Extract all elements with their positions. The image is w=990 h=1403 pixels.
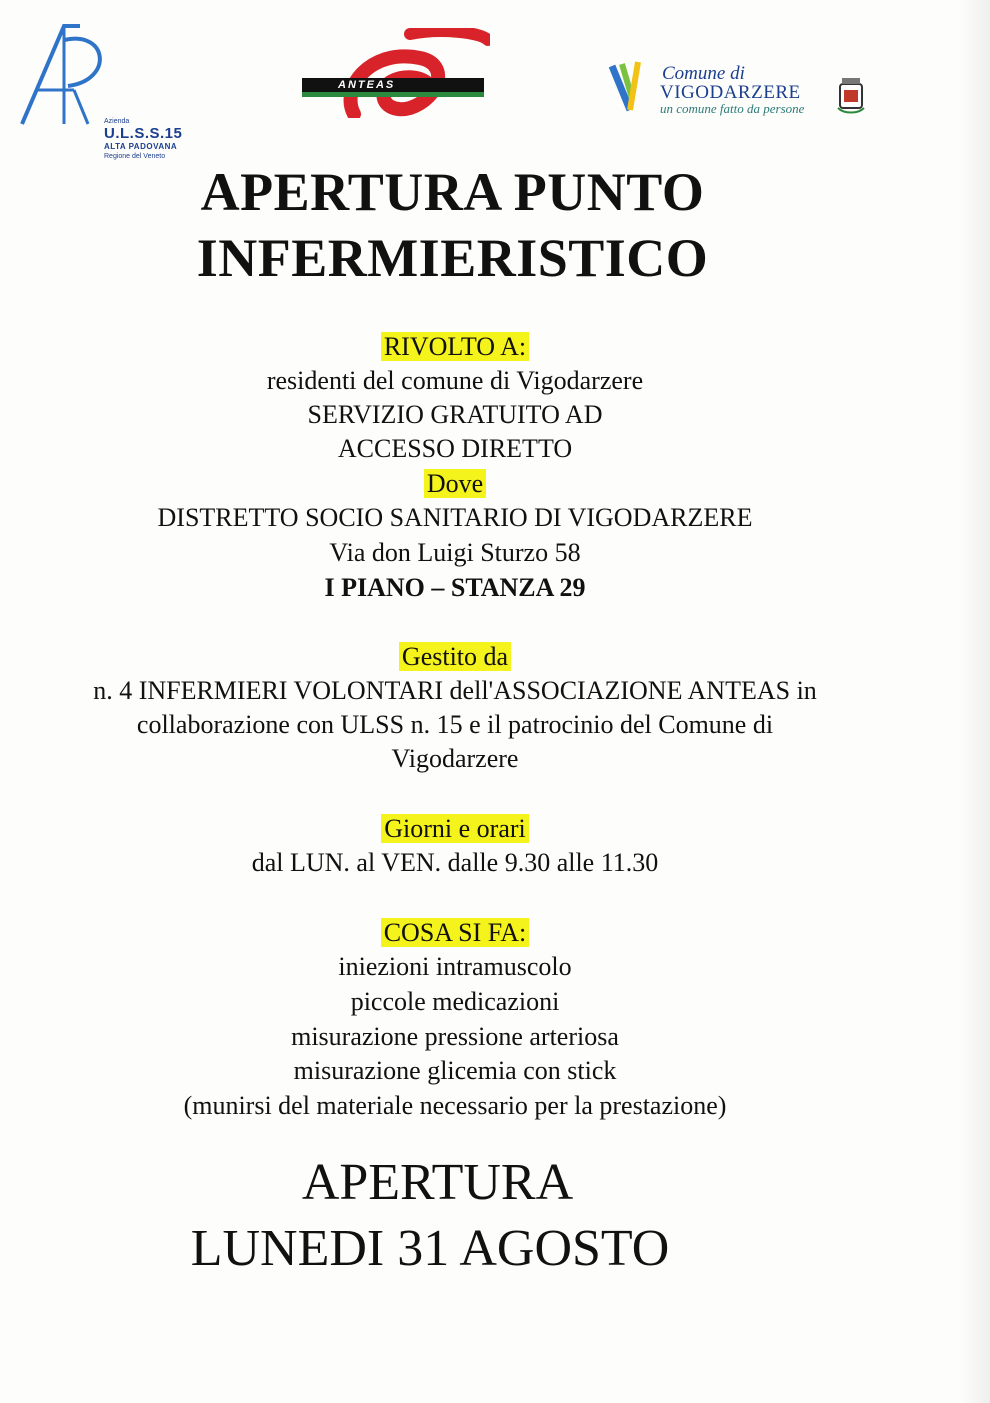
anteas-logo [300, 28, 490, 118]
ulss-text-block [104, 118, 182, 160]
comune-tagline: un comune fatto da persone [660, 101, 805, 116]
anteas-green-band [302, 92, 484, 97]
headline-line-1: APERTURA PUNTO [200, 162, 705, 222]
orari-heading-row [0, 812, 910, 846]
servizi-note: (munirsi del materiale necessario per la prestazione) [183, 1091, 727, 1120]
servizi-item: misurazione glicemia con stick [293, 1056, 617, 1085]
opening-line-2: LUNEDI 31 AGOSTO [190, 1220, 670, 1277]
rivolto-heading: RIVOLTO A: [381, 332, 529, 361]
dove-line: DISTRETTO SOCIO SANITARIO DI VIGODARZERE [157, 503, 753, 532]
ulss-ap-mark-icon [18, 20, 128, 130]
comune-logo [608, 58, 878, 128]
dove-heading: Dove [424, 469, 486, 498]
comune-coat-of-arms-icon [836, 78, 866, 114]
ulss-logo [18, 20, 218, 160]
orari-line: dal LUN. al VEN. dalle 9.30 alle 11.30 [251, 848, 659, 877]
comune-di: Comune di [662, 63, 745, 84]
scan-edge-shadow [960, 0, 990, 1403]
servizi-heading-row [0, 916, 910, 950]
ulss-region: Regione del Veneto [104, 153, 166, 160]
ulss-subtitle: ALTA PADOVANA [104, 142, 178, 151]
gestito-line: Vigodarzere [391, 744, 519, 773]
ulss-azienda: Azienda [104, 118, 130, 125]
gestito-heading: Gestito da [399, 642, 511, 671]
servizi-heading: COSA SI FA: [381, 918, 530, 947]
gestito-heading-row [0, 640, 910, 674]
rivolto-line: ACCESSO DIRETTO [337, 434, 573, 463]
comune-name: VIGODARZERE [660, 82, 801, 103]
opening-line-1: APERTURA [301, 1154, 574, 1211]
servizi-item: piccole medicazioni [350, 987, 560, 1016]
rivolto-line: SERVIZIO GRATUITO AD [307, 400, 603, 429]
servizi-item: iniezioni intramuscolo [338, 952, 572, 981]
headline-line-2: INFERMIERISTICO [196, 228, 709, 288]
comune-text-block [660, 64, 804, 115]
dove-heading-row [0, 467, 910, 501]
ulss-name: U.L.S.S.15 [104, 125, 183, 142]
dove-floor: I PIANO – STANZA 29 [324, 573, 586, 602]
rivolto-line: residenti del comune di Vigodarzere [266, 366, 644, 395]
gestito-line: collaborazione con ULSS n. 15 e il patrocinio del Comune di [136, 710, 774, 739]
orari-heading: Giorni e orari [381, 814, 529, 843]
servizi-item: misurazione pressione arteriosa [291, 1022, 619, 1051]
anteas-a-mark-icon [300, 28, 490, 118]
gestito-line: n. 4 INFERMIERI VOLONTARI dell'ASSOCIAZIONE ANTEAS in [93, 676, 817, 705]
comune-v-mark-icon [608, 58, 658, 118]
anteas-label: ANTEAS [338, 79, 396, 91]
rivolto-heading-row [0, 330, 910, 364]
dove-line: Via don Luigi Sturzo 58 [329, 538, 581, 567]
